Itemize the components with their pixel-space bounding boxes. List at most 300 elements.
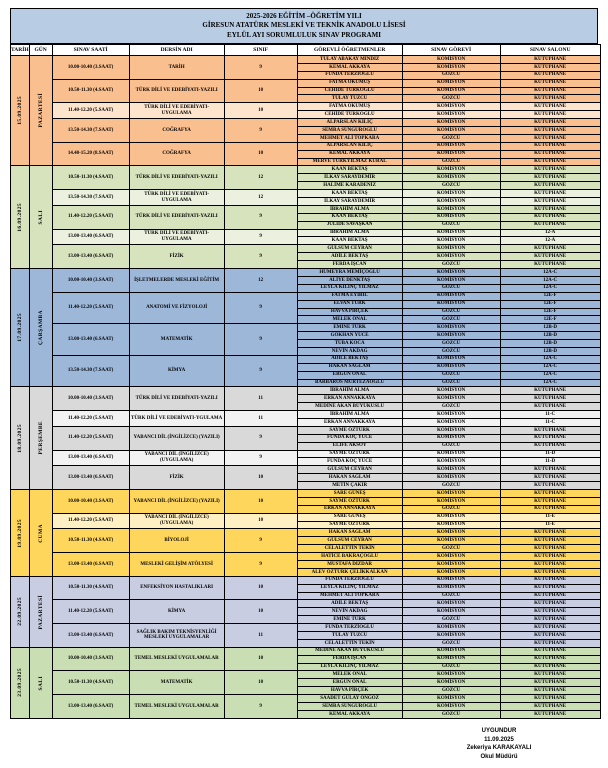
teacher-cell: TÜLAY TUZCU [297, 632, 402, 640]
duty-cell: KOMİSYON [402, 150, 500, 158]
duty-cell: GÖZCÜ [402, 340, 500, 348]
teacher-cell: MUSTAFA DIZDAR [297, 561, 402, 569]
teacher-cell: SEMRA SUNGUROĞLU [297, 703, 402, 711]
duty-cell: KOMİSYON [402, 450, 500, 458]
schedule-row [11, 355, 601, 363]
teacher-cell: ERKAN ANNAKKAYA [297, 395, 402, 403]
teacher-cell: ERGÜN ÖNAL [297, 371, 402, 379]
teacher-cell: ERKAN ANNAKKAYA [297, 418, 402, 426]
teacher-cell: NEVİN AKDAĞ [297, 347, 402, 355]
schedule-row [11, 269, 601, 277]
course-name-cell: YABANCI DİL (İNGİLİZCE) (YAZILI) [129, 426, 224, 450]
grade-cell: 10 [224, 466, 297, 490]
date-cell [11, 647, 30, 718]
teacher-cell: ADİLE BEKTAŞ [297, 355, 402, 363]
grade-cell: 10 [224, 103, 297, 119]
course-name-cell: TÜRK DİLİ VE EDEBİYATI-YAZILI [129, 79, 224, 103]
salon-cell: KÜTÜPHANE [500, 103, 600, 111]
footer-approval-text: UYGUNDUR [481, 728, 517, 734]
schedule-row [11, 624, 601, 632]
salon-cell: 12A-C [500, 269, 600, 277]
salon-cell: KÜTÜPHANE [500, 600, 600, 608]
salon-cell: 12B-D [500, 332, 600, 340]
salon-cell: KÜTÜPHANE [500, 576, 600, 584]
salon-cell: KÜTÜPHANE [500, 182, 600, 190]
day-cell [29, 489, 52, 576]
exam-time-cell: 10.00-10.40 (3.SAAT) [52, 489, 129, 513]
teacher-cell: KEMAL AKKAYA [297, 63, 402, 71]
duty-cell: GÖZCÜ [402, 403, 500, 411]
salon-cell: 12A-C [500, 363, 600, 371]
course-name-cell: TÜRK DİLİ VE EDEBİYATI-UYGULAMA [129, 229, 224, 245]
duty-cell: KOMİSYON [402, 576, 500, 584]
salon-cell: KÜTÜPHANE [500, 79, 600, 87]
duty-cell: KOMİSYON [402, 269, 500, 277]
duty-cell: GÖZCÜ [402, 134, 500, 142]
duty-cell: KOMİSYON [402, 584, 500, 592]
teacher-cell: ERGÜN ÖNAL [297, 679, 402, 687]
teacher-cell: ALPARSLAN KILIÇ [297, 119, 402, 127]
salon-cell: KÜTÜPHANE [500, 261, 600, 269]
teacher-cell: CEHİDE TÜRKOĞLU [297, 111, 402, 119]
duty-cell: KOMİSYON [402, 111, 500, 119]
duty-cell: KOMİSYON [402, 655, 500, 663]
teacher-cell: NEVİN AKDAĞ [297, 608, 402, 616]
teacher-cell: TÜLAY TUZCU [297, 95, 402, 103]
schedule-row [11, 411, 601, 419]
teacher-cell: ADİLE BEKTAŞ [297, 600, 402, 608]
duty-cell: KOMİSYON [402, 608, 500, 616]
salon-cell: 12A-C [500, 355, 600, 363]
teacher-cell: SARE GÜNEŞ [297, 489, 402, 497]
duty-cell: GÖZCÜ [402, 379, 500, 387]
course-name-cell: KİMYA [129, 355, 224, 387]
duty-cell: KOMİSYON [402, 87, 500, 95]
teacher-cell: HAKAN SAĞLAM [297, 363, 402, 371]
course-name-cell: İŞLETMELERDE MESLEKİ EĞİTİM [129, 269, 224, 293]
teacher-cell: ALEV ÖZTÜRK ÇELİKKALKAN [297, 568, 402, 576]
teacher-cell: ERKAN ANNAKKAYA [297, 505, 402, 513]
exam-time-cell: 10.00-10.40 (3.SAAT) [52, 56, 129, 80]
grade-cell: 12 [224, 269, 297, 293]
salon-cell: KÜTÜPHANE [500, 127, 600, 135]
duty-cell: KOMİSYON [402, 253, 500, 261]
duty-cell: KOMİSYON [402, 142, 500, 150]
day-cell-label: ÇARŞAMBA [37, 310, 44, 346]
teacher-cell: KAAN BEKTAŞ [297, 190, 402, 198]
teacher-cell: MEHMET ALİ TOPKARA [297, 134, 402, 142]
teacher-cell: İLKAY SARAYDEMİR [297, 174, 402, 182]
grade-cell: 10 [224, 79, 297, 103]
duty-cell: GÖZCÜ [402, 639, 500, 647]
teacher-cell: GÜLSÜM CEYRAN [297, 466, 402, 474]
salon-cell: KÜTÜPHANE [500, 71, 600, 79]
course-name-cell: TÜRK DİLİ VE EDEBİYATI-YAZILI [129, 166, 224, 190]
schedule-row [11, 387, 601, 395]
duty-cell: KOMİSYON [402, 411, 500, 419]
title-band [10, 8, 598, 44]
salon-cell: KÜTÜPHANE [500, 624, 600, 632]
col-header-dersin-adi: DERSİN ADI [129, 45, 224, 56]
teacher-cell: HATİCE BAKRAÇOĞLU [297, 553, 402, 561]
schedule-row [11, 103, 601, 111]
duty-cell: KOMİSYON [402, 190, 500, 198]
salon-cell: KÜTÜPHANE [500, 482, 600, 490]
duty-cell: GÖZCÜ [402, 261, 500, 269]
schedule-row [11, 647, 601, 655]
col-header-tarih: TARİH [11, 45, 30, 56]
grade-cell: 9 [224, 229, 297, 245]
salon-cell: KÜTÜPHANE [500, 568, 600, 576]
col-header-sinav-salonu: SINAV SALONU [500, 45, 600, 56]
teacher-cell: İBRAHİM ALMA [297, 229, 402, 237]
grade-cell: 10 [224, 513, 297, 529]
salon-cell: KÜTÜPHANE [500, 434, 600, 442]
salon-cell: KÜTÜPHANE [500, 639, 600, 647]
duty-cell: KOMİSYON [402, 198, 500, 206]
duty-cell: KOMİSYON [402, 647, 500, 655]
duty-cell: GÖZCÜ [402, 592, 500, 600]
teacher-cell: İBRAHİM ALMA [297, 411, 402, 419]
duty-cell: KOMİSYON [402, 332, 500, 340]
salon-cell: KÜTÜPHANE [500, 545, 600, 553]
salon-cell: KÜTÜPHANE [500, 87, 600, 95]
schedule-row [11, 450, 601, 458]
salon-cell: 12A-C [500, 371, 600, 379]
teacher-cell: FERDA İŞCAN [297, 261, 402, 269]
salon-cell: KÜTÜPHANE [500, 245, 600, 253]
grade-cell: 11 [224, 624, 297, 648]
salon-cell: 11-D [500, 458, 600, 466]
schedule-row [11, 513, 601, 521]
teacher-cell: SEMRA SUNGUROĞLU [297, 127, 402, 135]
duty-cell: KOMİSYON [402, 489, 500, 497]
course-name-cell: TARİH [129, 56, 224, 80]
salon-cell: 12E-F [500, 316, 600, 324]
teacher-cell: İBRAHİM ALMA [297, 387, 402, 395]
schedule-row [11, 671, 601, 679]
title-line-program: EYLÜL AYI SORUMLULUK SINAV PROGRAMI [227, 30, 381, 39]
grade-cell: 10 [224, 576, 297, 600]
course-name-cell: TÜRK DİLİ VE EDEBİYATI-UYGULAMA [129, 190, 224, 206]
duty-cell: KOMİSYON [402, 103, 500, 111]
teacher-cell: BARBAROS MÜRTEZAOĞLU [297, 379, 402, 387]
teacher-cell: FUNDA KOÇ YÜCE [297, 434, 402, 442]
duty-cell: GÖZCÜ [402, 371, 500, 379]
date-cell-label: 18.09.2025 [16, 423, 23, 453]
teacher-cell: ELVAN TÜRK [297, 300, 402, 308]
salon-cell: 12-A [500, 237, 600, 245]
exam-time-cell: 10.50-11.30 (4.SAAT) [52, 166, 129, 190]
schedule-row [11, 190, 601, 198]
exam-time-cell: 13.00-13.40 (6.SAAT) [52, 466, 129, 490]
teacher-cell: SAYME ÖZTÜRK [297, 497, 402, 505]
date-cell-label: 22.09.2025 [16, 597, 23, 627]
schedule-row [11, 119, 601, 127]
approval-footer [400, 727, 598, 761]
teacher-cell: CEHİDE TÜRKOĞLU [297, 87, 402, 95]
course-name-cell: KİMYA [129, 600, 224, 624]
grade-cell: 9 [224, 324, 297, 356]
course-name-cell: TEMEL MESLEKİ UYGULAMALAR [129, 647, 224, 671]
grade-cell: 9 [224, 426, 297, 450]
salon-cell: KÜTÜPHANE [500, 474, 600, 482]
schedule-row [11, 56, 601, 64]
duty-cell: GÖZCÜ [402, 95, 500, 103]
schedule-row [11, 79, 601, 87]
day-cell [29, 56, 52, 166]
day-cell-label: SALI [37, 210, 44, 225]
schedule-header [11, 45, 601, 56]
duty-cell: GÖZCÜ [402, 442, 500, 450]
duty-cell: KOMİSYON [402, 395, 500, 403]
duty-cell: KOMİSYON [402, 166, 500, 174]
exam-time-cell: 11.40-12.20 (5.SAAT) [52, 411, 129, 427]
salon-cell: 12B-D [500, 347, 600, 355]
teacher-cell: MELEK ÖNAL [297, 671, 402, 679]
teacher-cell: SAADET GÜLAY ÖNGÖZ [297, 695, 402, 703]
salon-cell: KÜTÜPHANE [500, 403, 600, 411]
duty-cell: KOMİSYON [402, 632, 500, 640]
teacher-cell: ALİYE DENKTAŞ [297, 276, 402, 284]
date-cell [11, 576, 30, 647]
salon-cell: KÜTÜPHANE [500, 142, 600, 150]
duty-cell: GÖZCÜ [402, 687, 500, 695]
footer-principal-name: Zekeriya KARAKAYALI [466, 745, 532, 752]
teacher-cell: TÜLAY ABAKAY MINDIZ [297, 56, 402, 64]
exam-time-cell: 13.00-13.40 (6.SAAT) [52, 553, 129, 577]
teacher-cell: HAVVA PİRÇEK [297, 308, 402, 316]
duty-cell: KOMİSYON [402, 418, 500, 426]
exam-time-cell: 13.00-13.40 (6.SAAT) [52, 450, 129, 466]
salon-cell: 12-A [500, 229, 600, 237]
date-cell [11, 489, 30, 576]
schedule-row [11, 229, 601, 237]
schedule-row [11, 142, 601, 150]
salon-cell: KÜTÜPHANE [500, 663, 600, 671]
salon-cell: KÜTÜPHANE [500, 395, 600, 403]
exam-time-cell: 11.40-12.20 (5.SAAT) [52, 600, 129, 624]
schedule-row [11, 324, 601, 332]
duty-cell: GÖZCÜ [402, 316, 500, 324]
salon-cell: 12E-F [500, 292, 600, 300]
teacher-cell: MEHMET ALİ TOPKARA [297, 592, 402, 600]
exam-time-cell: 11.40-12.20 (5.SAAT) [52, 426, 129, 450]
teacher-cell: FUNDA TERZİOĞLU [297, 71, 402, 79]
salon-cell: KÜTÜPHANE [500, 111, 600, 119]
duty-cell: KOMİSYON [402, 537, 500, 545]
schedule-row [11, 553, 601, 561]
salon-cell: KÜTÜPHANE [500, 489, 600, 497]
teacher-cell: KEMAL AKKAYA [297, 710, 402, 718]
schedule-row [11, 695, 601, 703]
header-row [11, 45, 601, 56]
exam-time-cell: 13.00-13.40 (6.SAAT) [52, 695, 129, 719]
col-header-sinav-saati: SINAV SAATİ [52, 45, 129, 56]
footer-approval-date: 11.09.2025 [484, 736, 514, 743]
exam-time-cell: 11.40-12.20 (5.SAAT) [52, 205, 129, 229]
grade-cell: 9 [224, 119, 297, 143]
course-name-cell: MATEMATİK [129, 671, 224, 695]
salon-cell: KÜTÜPHANE [500, 56, 600, 64]
teacher-cell: CELALETTİN TEKİN [297, 545, 402, 553]
exam-time-cell: 10.50-11.30 (4.SAAT) [52, 576, 129, 600]
duty-cell: KOMİSYON [402, 63, 500, 71]
duty-cell: KOMİSYON [402, 695, 500, 703]
schedule-row [11, 292, 601, 300]
duty-cell: KOMİSYON [402, 529, 500, 537]
exam-time-cell: 11.40-12.20 (5.SAAT) [52, 292, 129, 324]
duty-cell: GÖZCÜ [402, 71, 500, 79]
grade-cell: 10 [224, 142, 297, 166]
course-name-cell: TÜRK DİLİ VE EDEBİYATI-YAZILI [129, 205, 224, 229]
teacher-cell: EMİNE TÜRK [297, 324, 402, 332]
duty-cell: KOMİSYON [402, 474, 500, 482]
course-name-cell: YABANCI DİL (İNGİLİZCE) (UYGULAMA) [129, 450, 224, 466]
teacher-cell: KAAN BEKTAŞ [297, 237, 402, 245]
salon-cell: KÜTÜPHANE [500, 166, 600, 174]
salon-cell: 12E-F [500, 308, 600, 316]
duty-cell: KOMİSYON [402, 466, 500, 474]
teacher-cell: JÜLİDE SAVAŞKAN [297, 221, 402, 229]
grade-cell: 10 [224, 489, 297, 513]
day-cell-label: PERŞEMBE [37, 421, 44, 455]
duty-cell: GÖZCÜ [402, 182, 500, 190]
course-name-cell: COĞRAFYA [129, 119, 224, 143]
teacher-cell: FUNDA TERZİOĞLU [297, 624, 402, 632]
date-cell [11, 166, 30, 269]
salon-cell: KÜTÜPHANE [500, 213, 600, 221]
schedule-row [11, 466, 601, 474]
duty-cell: KOMİSYON [402, 387, 500, 395]
duty-cell: KOMİSYON [402, 213, 500, 221]
teacher-cell: KEMAL AKKAYA [297, 150, 402, 158]
duty-cell: KOMİSYON [402, 355, 500, 363]
salon-cell: KÜTÜPHANE [500, 63, 600, 71]
exam-time-cell: 10.50-11.30 (4.SAAT) [52, 529, 129, 553]
teacher-cell: MEDİNE AKAN BÜYÜKUSLU [297, 647, 402, 655]
date-cell [11, 56, 30, 166]
duty-cell: GÖZCÜ [402, 308, 500, 316]
salon-cell: KÜTÜPHANE [500, 703, 600, 711]
salon-cell: KÜTÜPHANE [500, 608, 600, 616]
grade-cell: 11 [224, 387, 297, 411]
salon-cell: 12A-C [500, 284, 600, 292]
course-name-cell: TÜRK DİLİ VE EDEBİYATI-UYGULAMA [129, 103, 224, 119]
day-cell-label: SALI [37, 675, 44, 691]
teacher-cell: SAYME ÖZTÜRK [297, 426, 402, 434]
teacher-cell: ELİFE AKSOY [297, 442, 402, 450]
course-name-cell: COĞRAFYA [129, 142, 224, 166]
duty-cell: GÖZCÜ [402, 505, 500, 513]
salon-cell: 11-C [500, 418, 600, 426]
salon-cell: KÜTÜPHANE [500, 387, 600, 395]
col-header-gun: GÜN [29, 45, 52, 56]
salon-cell: KÜTÜPHANE [500, 695, 600, 703]
salon-cell: KÜTÜPHANE [500, 553, 600, 561]
teacher-cell: HALİME KARADENİZ [297, 182, 402, 190]
course-name-cell: ENFEKSİYON HASTALIKLARI [129, 576, 224, 600]
duty-cell: KOMİSYON [402, 292, 500, 300]
exam-time-cell: 14.40-15.20 (8.SAAT) [52, 142, 129, 166]
duty-cell: KOMİSYON [402, 513, 500, 521]
date-cell-label: 15.09.2025 [16, 96, 23, 126]
exam-time-cell: 10.50-11.30 (4.SAAT) [52, 79, 129, 103]
duty-cell: KOMİSYON [402, 127, 500, 135]
teacher-cell: SARE GÜNEŞ [297, 513, 402, 521]
course-name-cell: FİZİK [129, 466, 224, 490]
duty-cell: GÖZCÜ [402, 482, 500, 490]
duty-cell: KOMİSYON [402, 119, 500, 127]
duty-cell: KOMİSYON [402, 174, 500, 182]
duty-cell: KOMİSYON [402, 276, 500, 284]
teacher-cell: ADİLE BEKTAŞ [297, 253, 402, 261]
teacher-cell: ALPARSLAN KILIÇ [297, 142, 402, 150]
duty-cell: KOMİSYON [402, 553, 500, 561]
salon-cell: 11-C [500, 411, 600, 419]
date-cell-label: 19.09.2025 [16, 518, 23, 548]
day-cell [29, 166, 52, 269]
day-cell-label: PAZARTESİ [37, 93, 44, 128]
duty-cell: KOMİSYON [402, 561, 500, 569]
salon-cell: KÜTÜPHANE [500, 655, 600, 663]
schedule-row [11, 426, 601, 434]
salon-cell: KÜTÜPHANE [500, 505, 600, 513]
teacher-cell: MEDİNE AKAN BÜYÜKUSLU [297, 403, 402, 411]
duty-cell: KOMİSYON [402, 521, 500, 529]
grade-cell: 9 [224, 553, 297, 577]
salon-cell: KÜTÜPHANE [500, 529, 600, 537]
teacher-cell: İBRAHİM ALMA [297, 205, 402, 213]
duty-cell: KOMİSYON [402, 363, 500, 371]
grade-cell: 9 [224, 292, 297, 324]
exam-time-cell: 13.00-13.40 (6.SAAT) [52, 324, 129, 356]
salon-cell: 12A-C [500, 379, 600, 387]
salon-cell: KÜTÜPHANE [500, 205, 600, 213]
teacher-cell: FATMA OKUMUŞ [297, 79, 402, 87]
schedule-body [11, 56, 601, 719]
teacher-cell: FATMA OKUMUŞ [297, 103, 402, 111]
day-cell [29, 647, 52, 718]
salon-cell: 12E-F [500, 300, 600, 308]
teacher-cell: HÜMEYRA MEMİÇOĞLU [297, 269, 402, 277]
course-name-cell: MATEMATİK [129, 324, 224, 356]
teacher-cell: FUNDA TERZİOĞLU [297, 576, 402, 584]
teacher-cell: KAAN BEKTAŞ [297, 213, 402, 221]
salon-cell: KÜTÜPHANE [500, 174, 600, 182]
day-cell [29, 269, 52, 387]
duty-cell: GÖZCÜ [402, 158, 500, 166]
course-name-cell: YABANCI DİL (İNGİLİZCE) (UYGULAMA) [129, 513, 224, 529]
teacher-cell: GÜLSÜM CEYRAN [297, 245, 402, 253]
course-name-cell: FİZİK [129, 245, 224, 269]
teacher-cell: FERDA İŞCAN [297, 655, 402, 663]
grade-cell: 9 [224, 56, 297, 80]
col-header-sinif: SINIF [224, 45, 297, 56]
salon-cell: KÜTÜPHANE [500, 253, 600, 261]
salon-cell: KÜTÜPHANE [500, 150, 600, 158]
footer-principal-title: Okul Müdürü [480, 753, 518, 760]
teacher-cell: LEYLA KILINÇ YILMAZ [297, 284, 402, 292]
salon-cell: KÜTÜPHANE [500, 616, 600, 624]
salon-cell: KÜTÜPHANE [500, 710, 600, 718]
salon-cell: KÜTÜPHANE [500, 679, 600, 687]
grade-cell: 9 [224, 450, 297, 466]
salon-cell: 12A-C [500, 276, 600, 284]
teacher-cell: HAKAN SAĞLAM [297, 529, 402, 537]
title-line-school: GİRESUN ATATÜRK MESLEKİ VE TEKNİK ANADOLU LİSESİ [202, 21, 406, 30]
teacher-cell: SAYME ÖZTÜRK [297, 450, 402, 458]
